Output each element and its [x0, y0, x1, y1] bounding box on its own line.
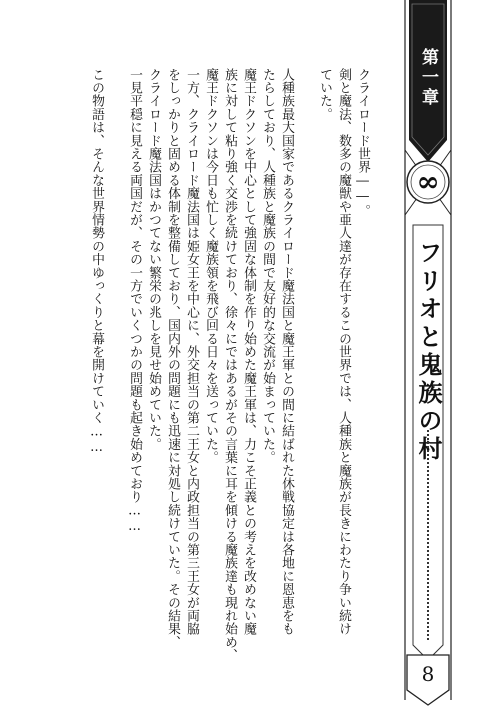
paragraph-line: クライロード魔法国はかつてない繁栄の兆しを見せ始めていた。: [146, 68, 161, 451]
paragraph-line: クライロード世界――。: [355, 68, 370, 218]
paragraph-line: をしっかりと固める体制を整備しており、国内外の問題にも迅速に対処し続けていた。その結果、: [165, 68, 180, 649]
chapter-label: 第一章: [418, 48, 438, 108]
page-number: 8: [421, 662, 435, 686]
paragraph-gap: [296, 68, 315, 658]
paragraph-line: 一見平穏に見える両国だが、その一方でいくつかの問題も起き始めており……: [127, 68, 142, 535]
paragraph-line: 一方、クライロード魔法国は姫女王を中心に、外交担当の第二王女と内政担当の第三王女が両脇: [184, 68, 199, 636]
paragraph-line: 剣と魔法、数多の魔獣や亜人達が存在するこの世界では、人種族と魔族が長きにわたり争い続け: [336, 68, 351, 636]
paragraph-line: 魔王ドクソンを中心として強固な体制を作り始めた魔王軍は、力こそ正義との考えを改めない魔: [241, 68, 256, 636]
paragraph-line: たらしており、人種族と魔族の間で友好的な交流が始まっていた。: [260, 68, 275, 464]
paragraph-line: 人種族最大国家であるクライロード魔法国と魔王軍との間に結ばれた休戦協定は各地に恩恵をも: [279, 68, 294, 636]
paragraph-line: 魔王ドクソンは今日も忙しく魔族領を飛び回る日々を送っていた。: [203, 68, 218, 464]
body-text: [87, 68, 372, 662]
chapter-banner: [395, 0, 461, 711]
chapter-title: フリオと鬼族の村: [414, 240, 443, 464]
paragraph-line: ていた。: [317, 68, 332, 121]
infinity-icon: ∞: [416, 165, 440, 198]
leader-dots: [427, 430, 431, 640]
paragraph-gap: [106, 68, 125, 658]
paragraph-line: この物語は、そんな世界情勢の中ゆっくりと幕を開けていく……: [89, 68, 104, 456]
paragraph-line: 族に対して粘り強く交渉を続けており、徐々にではあるがその言葉に耳を傾ける魔族達も現れ始め、: [222, 68, 237, 662]
